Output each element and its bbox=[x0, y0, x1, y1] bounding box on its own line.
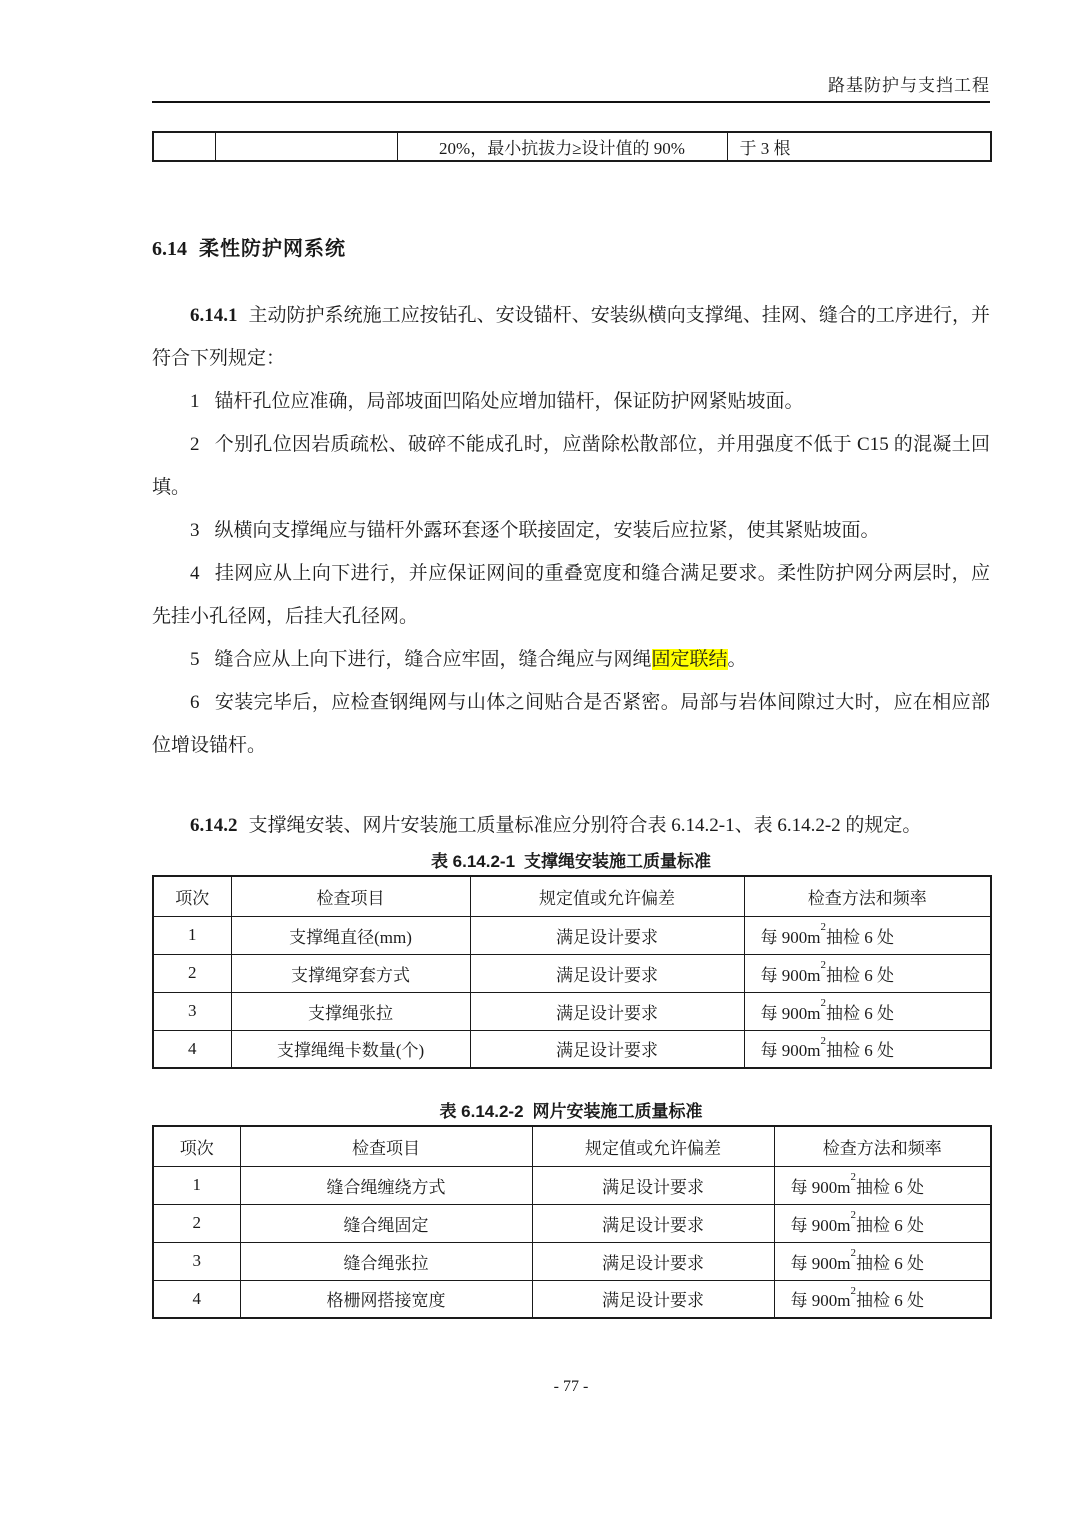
cell-index: 4 bbox=[153, 1030, 231, 1068]
page-number: - 77 - bbox=[553, 1378, 589, 1395]
table-header-row bbox=[153, 876, 991, 916]
table-row bbox=[153, 1280, 991, 1318]
freq-suffix: 抽检 6 处 bbox=[855, 1291, 924, 1311]
cell-item: 缝合绳缠绕方式 bbox=[240, 1166, 532, 1204]
freq-prefix: 每 900m bbox=[790, 1177, 851, 1197]
freq-prefix: 每 900m bbox=[760, 965, 821, 985]
col-header-method: 检查方法和频率 bbox=[744, 876, 991, 916]
clause-number: 6.14.2 bbox=[190, 815, 238, 836]
freq-superscript: 2 bbox=[820, 958, 826, 971]
carryover-cell-value: 20%，最小抗拔力≥设计值的 90% bbox=[397, 132, 727, 161]
cell-value: 满足设计要求 bbox=[532, 1242, 774, 1280]
clause-number: 6.14.1 bbox=[190, 305, 238, 326]
list-item-6 bbox=[152, 681, 990, 767]
freq-suffix: 抽检 6 处 bbox=[855, 1215, 924, 1235]
table-row bbox=[153, 1030, 991, 1068]
quality-table-1 bbox=[152, 875, 992, 1069]
item-text: 安装完毕后，应检查钢绳网与山体之间贴合是否紧密。局部与岩体间隙过大时，应在相应部位增设锚杆。 bbox=[152, 692, 990, 756]
col-header-method: 检查方法和频率 bbox=[774, 1126, 991, 1166]
freq-suffix: 抽检 6 处 bbox=[825, 1041, 894, 1061]
table-row bbox=[153, 1166, 991, 1204]
freq-superscript: 2 bbox=[850, 1208, 856, 1221]
item-number: 6 bbox=[190, 692, 200, 713]
freq-superscript: 2 bbox=[820, 920, 826, 933]
table-caption-label: 表 6.14.2-1 bbox=[430, 852, 516, 871]
cell-item: 缝合绳张拉 bbox=[240, 1242, 532, 1280]
cell-index: 1 bbox=[153, 916, 231, 954]
cell-item: 缝合绳固定 bbox=[240, 1204, 532, 1242]
cell-item: 支撑绳穿套方式 bbox=[231, 954, 470, 992]
table-row bbox=[153, 954, 991, 992]
cell-method bbox=[744, 954, 991, 992]
cell-method bbox=[744, 916, 991, 954]
freq-prefix: 每 900m bbox=[790, 1253, 851, 1273]
cell-value: 满足设计要求 bbox=[470, 916, 744, 954]
table-2-caption bbox=[152, 1099, 990, 1125]
freq-suffix: 抽检 6 处 bbox=[855, 1253, 924, 1273]
col-header-item: 检查项目 bbox=[231, 876, 470, 916]
list-item-5 bbox=[152, 638, 990, 681]
item-text: 个别孔位因岩质疏松、破碎不能成孔时，应凿除松散部位，并用强度不低于 C15 的混凝土回填。 bbox=[152, 434, 990, 498]
carryover-cell-method: 于 3 根 bbox=[727, 132, 991, 161]
cell-item: 格栅网搭接宽度 bbox=[240, 1280, 532, 1318]
section-number: 6.14 bbox=[152, 238, 187, 260]
item-text: 缝合应从上向下进行，缝合应牢固，缝合绳应与网绳 bbox=[214, 649, 652, 670]
section-heading bbox=[152, 236, 990, 262]
table-caption-label: 表 6.14.2-2 bbox=[439, 1102, 524, 1121]
cell-value: 满足设计要求 bbox=[470, 1030, 744, 1068]
cell-index: 3 bbox=[153, 992, 231, 1030]
highlighted-text: 固定联结 bbox=[651, 649, 728, 670]
col-header-index: 项次 bbox=[153, 1126, 240, 1166]
freq-prefix: 每 900m bbox=[790, 1291, 851, 1311]
item-text: 挂网应从上向下进行，并应保证网间的重叠宽度和缝合满足要求。柔性防护网分两层时，应先挂小孔径网，后挂大孔径网。 bbox=[152, 563, 990, 627]
table-caption-title: 网片安装施工质量标准 bbox=[532, 1102, 703, 1121]
cell-method bbox=[774, 1242, 991, 1280]
item-text: 锚杆孔位应准确，局部坡面凹陷处应增加锚杆，保证防护网紧贴坡面。 bbox=[214, 391, 804, 412]
clause-6-14-2 bbox=[152, 804, 990, 847]
cell-method bbox=[744, 1030, 991, 1068]
freq-suffix: 抽检 6 处 bbox=[825, 965, 894, 985]
table-header-row bbox=[153, 1126, 991, 1166]
table-caption-title: 支撑绳安装施工质量标准 bbox=[524, 852, 712, 871]
cell-index: 3 bbox=[153, 1242, 240, 1280]
freq-prefix: 每 900m bbox=[760, 1041, 821, 1061]
table-row bbox=[153, 1242, 991, 1280]
item-text: 纵横向支撑绳应与锚杆外露环套逐个联接固定，安装后应拉紧，使其紧贴坡面。 bbox=[214, 520, 880, 541]
freq-prefix: 每 900m bbox=[790, 1215, 851, 1235]
cell-index: 2 bbox=[153, 954, 231, 992]
cell-value: 满足设计要求 bbox=[532, 1204, 774, 1242]
table-row bbox=[153, 992, 991, 1030]
quality-table-2 bbox=[152, 1125, 992, 1319]
cell-index: 4 bbox=[153, 1280, 240, 1318]
cell-method bbox=[774, 1166, 991, 1204]
cell-index: 2 bbox=[153, 1204, 240, 1242]
item-number: 5 bbox=[190, 649, 200, 670]
freq-suffix: 抽检 6 处 bbox=[825, 1003, 894, 1023]
freq-superscript: 2 bbox=[850, 1246, 856, 1259]
cell-item: 支撑绳张拉 bbox=[231, 992, 470, 1030]
item-text: 。 bbox=[727, 649, 747, 670]
carryover-cell-index bbox=[153, 132, 215, 161]
col-header-item: 检查项目 bbox=[240, 1126, 532, 1166]
cell-value: 满足设计要求 bbox=[532, 1166, 774, 1204]
table-row bbox=[153, 1204, 991, 1242]
cell-method bbox=[774, 1204, 991, 1242]
freq-prefix: 每 900m bbox=[760, 927, 821, 947]
item-number: 2 bbox=[190, 434, 200, 455]
list-item-3 bbox=[152, 509, 990, 552]
cell-item: 支撑绳直径(mm) bbox=[231, 916, 470, 954]
running-header bbox=[152, 0, 990, 103]
cell-method bbox=[774, 1280, 991, 1318]
cell-value: 满足设计要求 bbox=[470, 954, 744, 992]
carryover-table bbox=[152, 131, 992, 162]
item-number: 4 bbox=[190, 563, 200, 584]
page-content bbox=[152, 0, 990, 1397]
freq-superscript: 2 bbox=[820, 1034, 826, 1047]
item-number: 1 bbox=[190, 391, 200, 412]
item-number: 3 bbox=[190, 520, 200, 541]
section-title: 柔性防护网系统 bbox=[199, 238, 346, 260]
clause-text: 主动防护系统施工应按钻孔、安设锚杆、安装纵横向支撑绳、挂网、缝合的工序进行，并符合下列规定： bbox=[152, 305, 990, 369]
cell-value: 满足设计要求 bbox=[470, 992, 744, 1030]
cell-value: 满足设计要求 bbox=[532, 1280, 774, 1318]
col-header-value: 规定值或允许偏差 bbox=[470, 876, 744, 916]
clause-6-14-1 bbox=[152, 294, 990, 380]
table-row bbox=[153, 916, 991, 954]
col-header-index: 项次 bbox=[153, 876, 231, 916]
cell-item: 支撑绳绳卡数量(个) bbox=[231, 1030, 470, 1068]
clause-text: 支撑绳安装、网片安装施工质量标准应分别符合表 6.14.2-1、表 6.14.2-2 的规定。 bbox=[248, 815, 922, 836]
freq-superscript: 2 bbox=[820, 996, 826, 1009]
freq-suffix: 抽检 6 处 bbox=[855, 1177, 924, 1197]
carryover-cell-item bbox=[215, 132, 397, 161]
table-row bbox=[153, 132, 991, 161]
freq-suffix: 抽检 6 处 bbox=[825, 927, 894, 947]
freq-prefix: 每 900m bbox=[760, 1003, 821, 1023]
header-title: 路基防护与支挡工程 bbox=[828, 76, 990, 95]
freq-superscript: 2 bbox=[850, 1170, 856, 1183]
cell-index: 1 bbox=[153, 1166, 240, 1204]
table-1-caption bbox=[152, 849, 990, 875]
list-item-4 bbox=[152, 552, 990, 638]
list-item-2 bbox=[152, 423, 990, 509]
col-header-value: 规定值或允许偏差 bbox=[532, 1126, 774, 1166]
freq-superscript: 2 bbox=[850, 1284, 856, 1297]
list-item-1 bbox=[152, 380, 990, 423]
cell-method bbox=[744, 992, 991, 1030]
